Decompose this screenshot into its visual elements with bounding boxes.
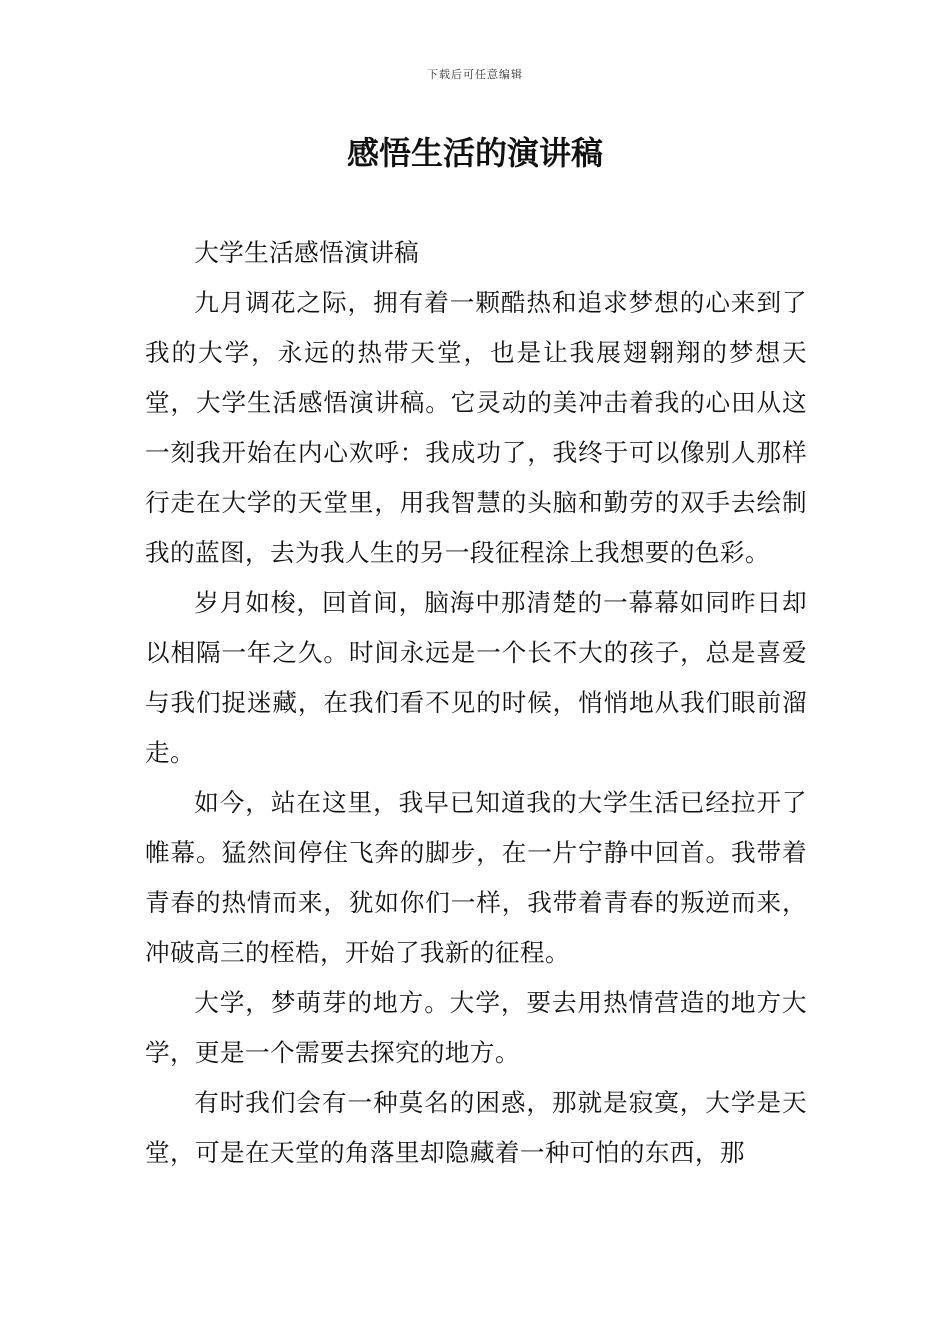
paragraph: 岁月如梭，回首间，脑海中那清楚的一幕幕如同昨日却以相隔一年之久。时间永远是一个长不大的孩子，总是喜爱与我们捉迷藏，在我们看不见的时候，悄悄地从我们眼前溜走。 (145, 588, 807, 767)
document-body (145, 228, 807, 1178)
paragraph: 如今，站在这里，我早已知道我的大学生活已经拉开了帷幕。猛然间停住飞奔的脚步，在一片宁静中回首。我带着青春的热情而来，犹如你们一样，我带着青春的叛逆而来，冲破高三的桎梏，开始了我新的征程。 (145, 788, 807, 967)
paragraph: 有时我们会有一种莫名的困惑，那就是寂寞，大学是天堂，可是在天堂的角落里却隐藏着一种可怕的东西，那 (145, 1088, 807, 1167)
paragraph: 大学，梦萌芽的地方。大学，要去用热情营造的地方大学，更是一个需要去探究的地方。 (145, 988, 807, 1067)
paragraph: 九月调花之际，拥有着一颗酷热和追求梦想的心来到了我的大学，永远的热带天堂，也是让我展翅翱翔的梦想天堂，大学生活感悟演讲稿。它灵动的美冲击着我的心田从这一刻我开始在内心欢呼：我成功了，我终于可以像别人那样行走在大学的天堂里，用我智慧的头脑和勤劳的双手去绘制我的蓝图，去为我人生的另一段征程涂上我想要的色彩。 (145, 288, 807, 567)
header-note: 下载后可任意编辑 (427, 68, 523, 81)
page-title: 感悟生活的演讲稿 (346, 134, 603, 172)
paragraph-subtitle: 大学生活感悟演讲稿 (194, 238, 420, 267)
